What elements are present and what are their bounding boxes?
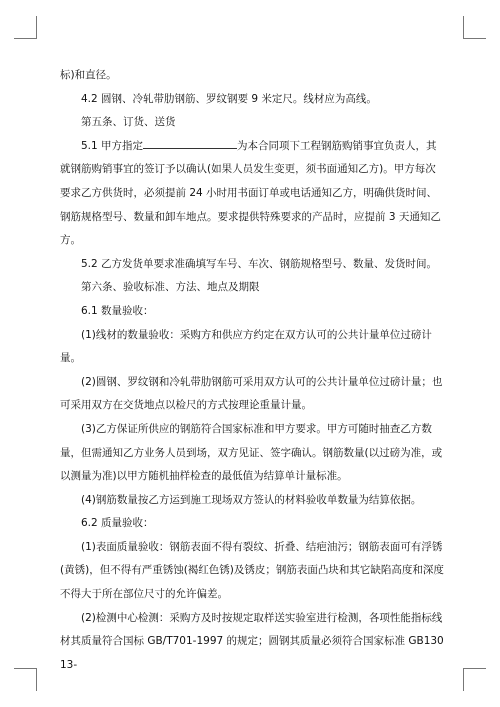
paragraph: (2)检测中心检测：采购方及时按规定取样送实验室进行检测，各项性能指标线材其质量符合国标 GB/T701-1997 的规定；圆钢其质量必须符合国家标准 GB13013- <box>60 611 444 671</box>
paragraph: (1)线材的数量验收：采购方和供应方约定在双方认可的公共计量单位过磅计量。 <box>60 328 432 365</box>
paragraph: 4.2 圆钢、冷轧带肋钢筋、罗纹钢要 9 米定尺。线材应为高线。 <box>81 92 377 105</box>
paragraph-text: 为本合同项下工程钢筋购销事宜负责人，其就钢筋购销事宜的签订予以确认(如果人员发生变更，须书面通知乙方)。甲方每次要求乙方供货时，必须提前 24 小时用书面订单或电话通知乙方，明确供货时间、钢筋规格型号、数量和卸车地点。要求提供特殊要求的产品时，应提前 3 天通知乙方。 <box>60 139 441 247</box>
paragraph: 标)和直径。 <box>60 69 117 81</box>
fill-in-blank <box>143 136 237 149</box>
sub-heading: 6.2 质量验收： <box>81 517 154 530</box>
crop-mark-top-right <box>463 16 486 39</box>
paragraph: (4)钢筋数量按乙方运到施工现场双方签认的材料验收单数量为结算依据。 <box>81 493 422 506</box>
paragraph-text: 5.1 甲方指定 <box>81 139 144 152</box>
document-body <box>60 64 444 677</box>
section-heading: 第五条、订货、送货 <box>81 116 176 129</box>
crop-mark-bottom-right <box>463 668 486 691</box>
paragraph-with-blank <box>60 135 444 253</box>
paragraph: (3)乙方保证所供应的钢筋符合国家标准和甲方要求。甲方可随时抽查乙方数量，但需通知乙方业务人员到场，双方见证、签字确认。钢筋数量(以过磅为准，或以测量为准)以甲方随机抽样检查的最低值为结算单计量标准。 <box>60 422 443 483</box>
crop-mark-bottom-left <box>14 668 37 691</box>
sub-heading: 6.1 数量验收： <box>81 304 154 317</box>
paragraph: (1)表面质量验收：钢筋表面不得有裂纹、折叠、结疤油污；钢筋表面可有浮锈(黄锈)，但不得有严重锈蚀(褐红色锈)及锈皮；钢筋表面凸块和其它缺陷高度和深度不得大于所在部位尺寸的允许偏差。 <box>60 540 444 601</box>
crop-mark-top-left <box>14 16 37 39</box>
paragraph: 5.2 乙方发货单要求准确填写车号、车次、钢筋规格型号、数量、发货时间。 <box>81 257 438 270</box>
section-heading: 第六条、验收标准、方法、地点及期限 <box>81 281 260 294</box>
paragraph: (2)圆钢、罗纹钢和冷轧带肋钢筋可采用双方认可的公共计量单位过磅计量；也可采用双方在交货地点以检尺的方式按理论重量计量。 <box>60 375 443 412</box>
